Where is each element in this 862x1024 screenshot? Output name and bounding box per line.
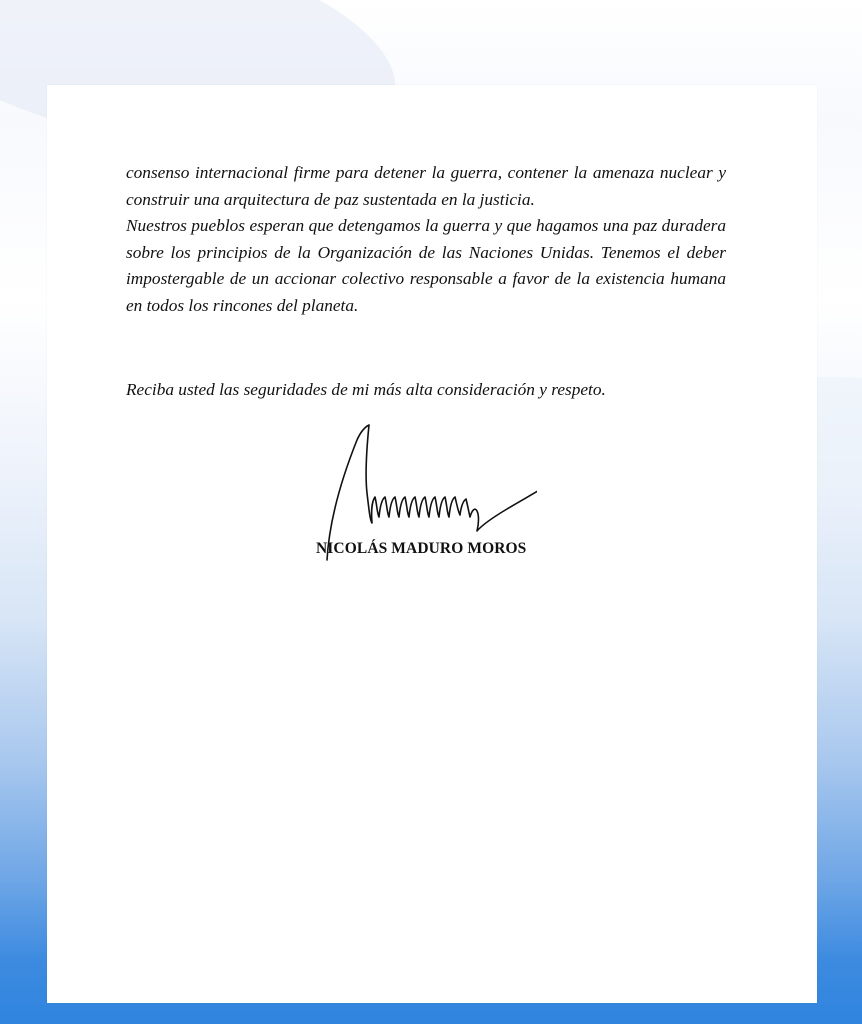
letter-closing: Reciba usted las seguridades de mi más alta consideración y respeto.: [126, 380, 606, 399]
letter-paragraph: consenso internacional firme para detener la guerra, contener la amenaza nuclear y construir una arquitectura de paz sustentada en la justicia.: [126, 163, 726, 209]
signer-name: NICOLÁS MADURO MOROS: [316, 540, 527, 557]
letter-paragraph: Nuestros pueblos esperan que detengamos la guerra y que hagamos una paz duradera sobre los principios de la Organización de las Naciones Unidas. Tenemos el deber impostergable de un accionar colectivo responsable a favor de la existencia humana en todos los rincones del planeta.: [126, 216, 726, 315]
letter-page: [47, 85, 817, 1003]
letter-body: [126, 160, 726, 320]
